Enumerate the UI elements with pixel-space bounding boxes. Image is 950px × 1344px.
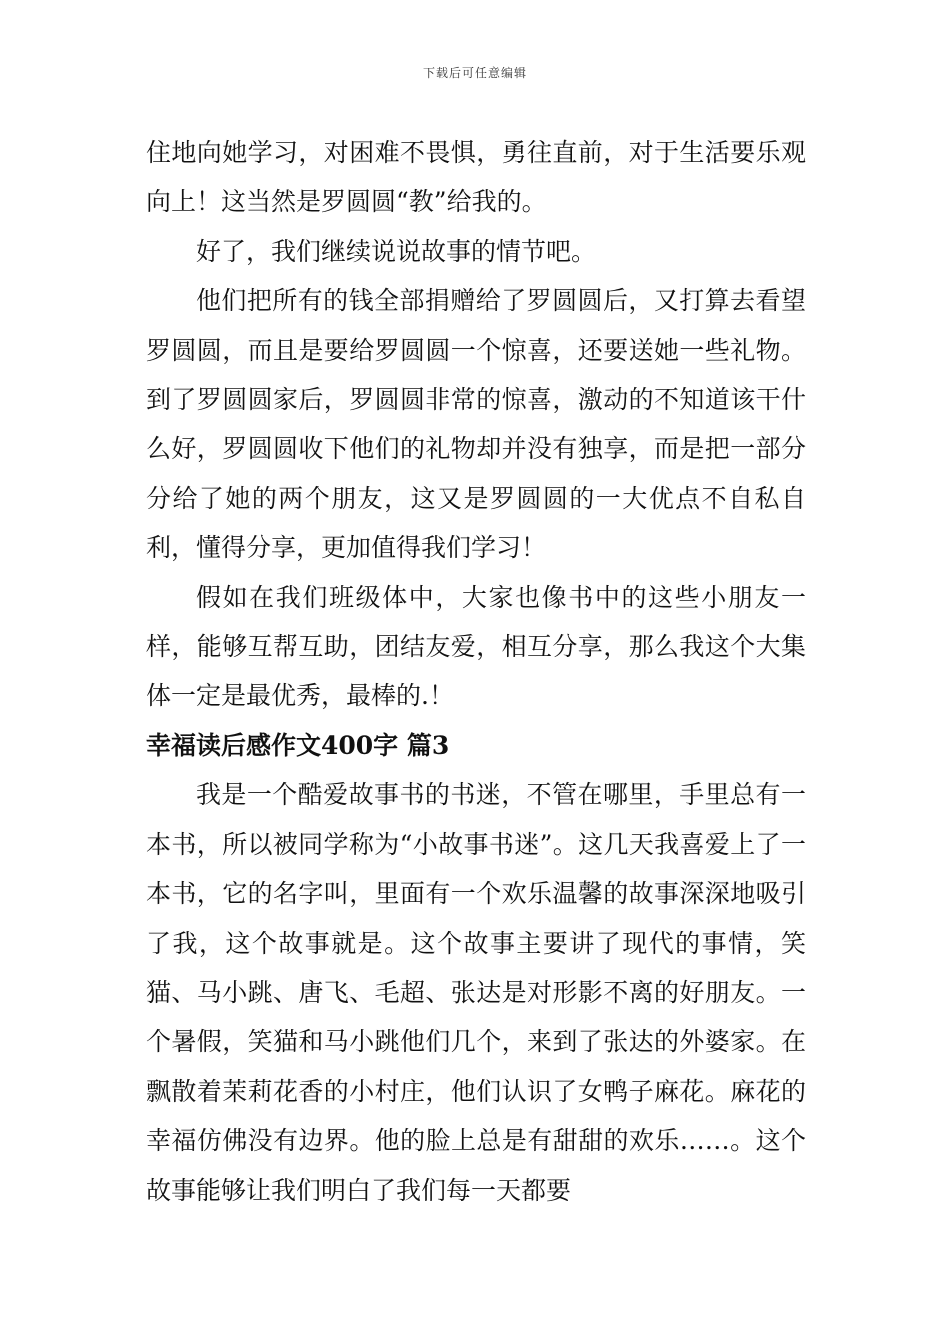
section-heading: 幸福读后感作文400字 篇3 [146, 730, 450, 760]
paragraph-continued: 住地向她学习，对困难不畏惧，勇往直前，对于生活要乐观向上！这当然是罗圆圆“教”给我的。 [146, 138, 806, 217]
document-body [146, 128, 806, 1215]
page-header: 下载后可任意编辑 [422, 66, 527, 80]
paragraph: 好了，我们继续说说故事的情节吧。 [196, 236, 597, 266]
paragraph: 假如在我们班级体中，大家也像书中的这些小朋友一样，能够互帮互助，团结友爱，相互分享，那么我这个大集体一定是最优秀，最棒的.！ [146, 582, 806, 711]
paragraph: 我是一个酷爱故事书的书迷，不管在哪里，手里总有一本书，所以被同学称为“小故事书迷”。这几天我喜爱上了一本书，它的名字叫，里面有一个欢乐温馨的故事深深地吸引了我，这个故事就是。这个故事主要讲了现代的事情，笑猫、马小跳、唐飞、毛超、张达是对形影不离的好朋友。一个暑假，笑猫和马小跳他们几个，来到了张达的外婆家。在飘散着茉莉花香的小村庄，他们认识了女鸭子麻花。麻花的幸福仿佛没有边界。他的脸上总是有甜甜的欢乐……。这个故事能够让我们明白了我们每一天都要 [146, 780, 806, 1205]
paragraph: 他们把所有的钱全部捐赠给了罗圆圆后，又打算去看望罗圆圆，而且是要给罗圆圆一个惊喜，还要送她一些礼物。到了罗圆圆家后，罗圆圆非常的惊喜，激动的不知道该干什么好，罗圆圆收下他们的礼物却并没有独享，而是把一部分分给了她的两个朋友，这又是罗圆圆的一大优点不自私自利，懂得分享，更加值得我们学习！ [146, 286, 806, 563]
